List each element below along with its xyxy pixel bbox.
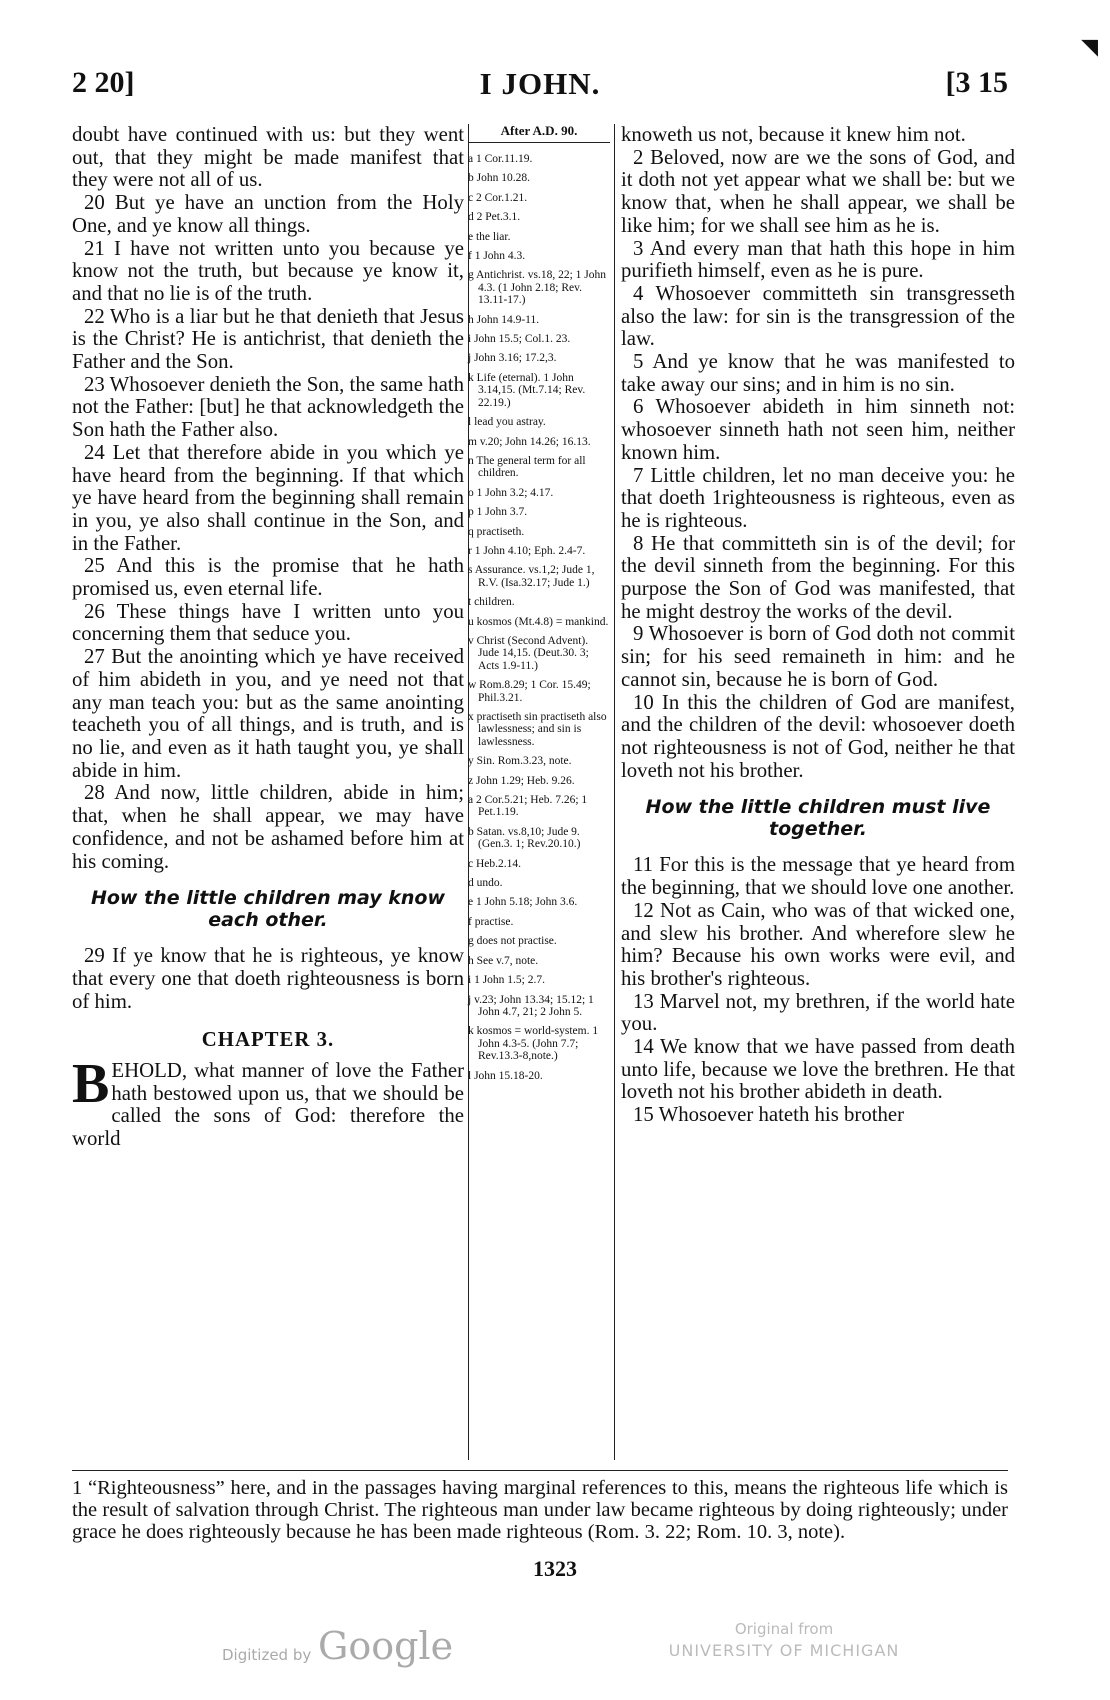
marginal-reference: d 2 Pet.3.1. xyxy=(468,211,521,224)
drop-cap: B xyxy=(72,1053,110,1116)
verse-3-6: 6 Whosoever abideth in him sinneth not: whosoever sinneth hath not seen him, neither known him. xyxy=(621,395,1015,464)
corner-mark: ◥ xyxy=(1081,34,1098,59)
verse-3-8: 8 He that committeth sin is of the devil; for the devil sinneth from the beginning. For this purpose the Son of God was manifested, that he might destroy the works of the devil. xyxy=(621,531,1015,623)
section-heading-right: How the little children must live together. xyxy=(645,796,991,841)
verse-continuation: doubt have continued with us: but they went out, that they might be made manifest that they were not all of us. xyxy=(72,123,464,192)
marginal-reference: h See v.7, note. xyxy=(468,954,539,967)
verse-20: 20 But ye have an unction from the Holy One, and ye know all things. xyxy=(72,191,464,237)
marginal-reference: k Life (eternal). 1 John 3.14,15. (Mt.7.14; Rev. 22.19.) xyxy=(468,371,586,409)
marginal-references xyxy=(468,124,610,1089)
verse-3-15: 15 Whosoever hateth his brother xyxy=(633,1103,905,1127)
marginal-reference: j John 3.16; 17.2,3. xyxy=(468,352,557,365)
original-from-text: Original from xyxy=(734,1620,834,1638)
marginal-reference: d undo. xyxy=(468,877,503,890)
verse-3-13: 13 Marvel not, my brethren, if the world hate you. xyxy=(621,989,1015,1036)
footnote: 1 “Righteousness” here, and in the passages having marginal references to this, means the righteous life which is the result of salvation through Christ. The righteous man under law became righteous by doing righteously; under grace he does righteously because he has been made righteous (Rom. 3. 22; Rom. 10. 3, note). xyxy=(72,1470,1008,1543)
verse-3-12: 12 Not as Cain, who was of that wicked one, and slew his brother. And wherefore slew he him? Because his own works were evil, and his brother's righteous. xyxy=(621,898,1015,990)
marginal-reference: i John 15.5; Col.1. 23. xyxy=(468,333,571,346)
marginal-reference: t children. xyxy=(468,596,515,609)
verse-25: 25 And this is the promise that he hath promised us, even eternal life. xyxy=(72,554,464,601)
page-header xyxy=(72,66,1008,106)
left-text-column xyxy=(72,124,469,1460)
verse-3-5: 5 And ye know that he was manifested to take away our sins; and in him is no sin. xyxy=(621,350,1015,396)
verse-3-11: 11 For this is the message that ye heard from the beginning, that we should love one another. xyxy=(621,853,1015,900)
marginal-reference: a 1 Cor.11.19. xyxy=(468,153,533,165)
original-from-label xyxy=(668,1618,900,1662)
marginal-reference: c 2 Cor.1.21. xyxy=(468,191,528,204)
university-name: UNIVERSITY OF MICHIGAN xyxy=(668,1641,900,1660)
marginal-reference: b Satan. vs.8,10; Jude 9. (Gen.3. 1; Rev.20.10.) xyxy=(468,825,581,851)
verse-continuation-right: knoweth us not, because it knew him not. xyxy=(621,123,966,146)
marginal-reference: h John 14.9-11. xyxy=(468,313,540,326)
marginal-reference: c Heb.2.14. xyxy=(468,857,522,870)
marginal-reference: b John 10.28. xyxy=(468,172,530,185)
marginal-reference: s Assurance. vs.1,2; Jude 1, R.V. (Isa.32.17; Jude 1.) xyxy=(468,564,595,589)
marginal-reference: v Christ (Second Advent). Jude 14,15. (Deut.30. 3; Acts 1.9-11.) xyxy=(468,634,589,672)
verse-29: 29 If ye know that he is righteous, ye know that every one that doeth righteousness is born of him. xyxy=(72,944,464,1013)
marginal-reference: l John 15.18-20. xyxy=(468,1069,543,1082)
marginal-reference: q practiseth. xyxy=(468,525,525,538)
marginal-reference: r 1 John 4.10; Eph. 2.4-7. xyxy=(468,544,586,557)
marginal-reference: m v.20; John 14.26; 16.13. xyxy=(468,435,591,448)
verse-3-10: 10 In this the children of God are manifest, and the children of the devil: whosoever doeth not righteousness is not of God, neither he that loveth not his brother. xyxy=(621,690,1015,782)
marginal-reference: l lead you astray. xyxy=(468,416,546,429)
verse-23: 23 Whosoever denieth the Son, the same hath not the Father: [but] he that acknowledgeth the Son hath the Father also. xyxy=(72,372,464,442)
digitized-by-label: Digitized by xyxy=(222,1646,312,1664)
verse-range-left: 2 20] xyxy=(72,66,135,99)
marginal-reference: f practise. xyxy=(468,915,514,928)
right-text-column xyxy=(614,124,1015,1460)
verse-3-7: 7 Little children, let no man deceive you: he that doeth 1righteousness is righteous, even as he is righteous. xyxy=(621,463,1015,532)
book-title: I JOHN. xyxy=(479,66,601,101)
chapter-heading: CHAPTER 3. xyxy=(201,1028,335,1052)
verse-3-4: 4 Whosoever committeth sin transgresseth also the law: for sin is the transgression of the law. xyxy=(621,281,1015,351)
marginal-reference: f 1 John 4.3. xyxy=(468,250,526,263)
verse-28: 28 And now, little children, abide in him; that, when he shall appear, we may have confidence, and not be ashamed before him at his coming. xyxy=(72,781,464,873)
verse-21: 21 I have not written unto you because ye know not the truth, but because ye know it, and that no lie is of the truth. xyxy=(72,236,464,305)
marginal-reference: a 2 Cor.5.21; Heb. 7.26; 1 Pet.1.19. xyxy=(468,794,588,819)
marginal-reference: x practiseth sin practiseth also lawlessness; and sin is lawlessness. xyxy=(468,711,607,748)
marginal-reference: g Antichrist. vs.18, 22; 1 John 4.3. (1 John 2.18; Rev. 13.11-17.) xyxy=(468,269,607,307)
google-logo: Google xyxy=(318,1624,454,1668)
marginal-reference: u kosmos (Mt.4.8) = mankind. xyxy=(468,615,609,628)
marginal-reference: w Rom.8.29; 1 Cor. 15.49; Phil.3.21. xyxy=(468,679,591,704)
verse-24: 24 Let that therefore abide in you which ye have heard from the beginning. If that which ye have heard from the beginning shall remain in you, ye also shall continue in the Son, and in the Father. xyxy=(72,440,464,555)
marginal-reference: y Sin. Rom.3.23, note. xyxy=(468,755,572,768)
marginal-reference: n The general term for all children. xyxy=(468,454,586,480)
verse-3-2: 2 Beloved, now are we the sons of God, and it doth not yet appear what we shall be: but we know that, when he shall appear, we shall be like him; for we shall see him as he is. xyxy=(621,145,1015,237)
verse-27: 27 But the anointing which ye have received of him abideth in you, and ye need not that any man teach you: but as the same anointing teacheth you of all things, and is truth, and is no lie, and even as it hath taught you, ye shall abide in him. xyxy=(72,645,464,782)
marginal-reference: o 1 John 3.2; 4.17. xyxy=(468,486,554,499)
verse-3-14: 14 We know that we have passed from death unto life, because we love the brethren. He that loveth not his brother abideth in death. xyxy=(621,1035,1015,1104)
marginal-reference: k kosmos = world-system. 1 John 4.3-5. (John 7.7; Rev.13.3-8,note.) xyxy=(468,1025,599,1063)
verse-26: 26 These things have I written unto you concerning them that seduce you. xyxy=(72,599,464,646)
marginal-reference: p 1 John 3.7. xyxy=(468,506,528,519)
chapter-3-verse-1-text: EHOLD, what manner of love the Father hath bestowed upon us, that we should be called the sons of God: therefore the world xyxy=(72,1059,464,1151)
marginal-reference: e the liar. xyxy=(468,230,511,243)
verse-22: 22 Who is a liar but he that denieth that Jesus is the Christ? He is antichrist, that denieth the Father and the Son. xyxy=(72,304,464,374)
chapter-3-verse-1 xyxy=(72,1053,464,1151)
marginal-reference: j v.23; John 13.34; 15.12; 1 John 4.7, 21; 2 John 5. xyxy=(468,993,594,1018)
date-header: After A.D. 90. xyxy=(468,124,610,143)
verse-3-3: 3 And every man that hath this hope in him purifieth himself, even as he is pure. xyxy=(621,236,1015,283)
marginal-reference: z John 1.29; Heb. 9.26. xyxy=(468,774,575,787)
marginal-reference: g does not practise. xyxy=(468,935,557,948)
verse-3-9: 9 Whosoever is born of God doth not commit sin; for his seed remaineth in him: and he cannot sin, because he is born of God. xyxy=(621,622,1015,691)
page-number: 1323 xyxy=(533,1556,577,1581)
marginal-reference: i 1 John 1.5; 2.7. xyxy=(468,974,545,987)
marginal-reference: e 1 John 5.18; John 3.6. xyxy=(468,896,578,909)
verse-range-right: [3 15 xyxy=(945,66,1008,99)
reference-list xyxy=(468,153,610,1082)
section-heading-left: How the little children may know each other. xyxy=(90,887,446,932)
